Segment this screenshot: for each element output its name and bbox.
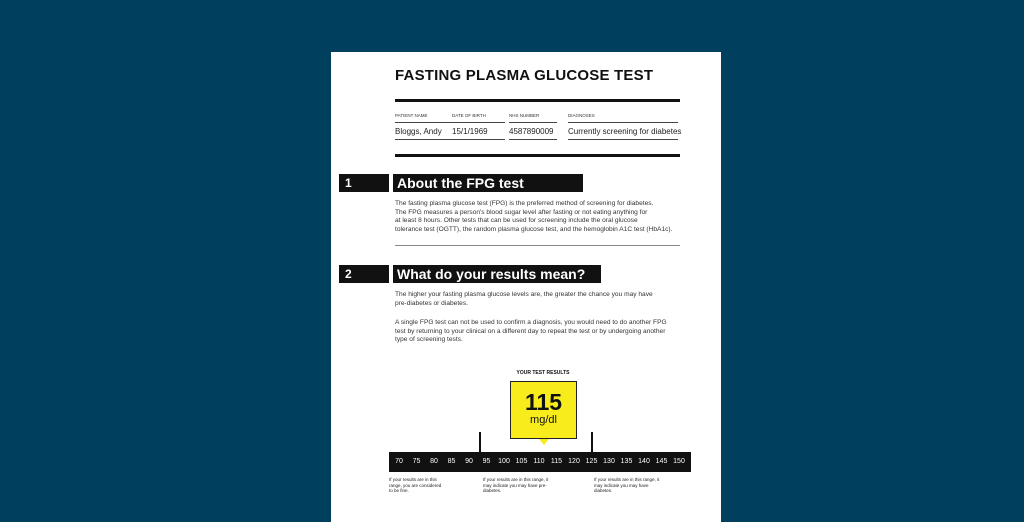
scale-tick-label: 105: [515, 458, 528, 465]
scale-tick-label: 85: [447, 458, 456, 465]
section-divider: [395, 245, 680, 246]
scale-tick-label: 145: [655, 458, 668, 465]
section-number: 1: [339, 174, 389, 192]
glucose-scale: [389, 452, 691, 472]
range-divider: [591, 432, 593, 452]
report-document: [331, 52, 721, 522]
info-divider: [568, 139, 678, 140]
body-line: A single FPG test can not be used to confirm a diagnosis, you would need to do another FPG: [395, 319, 667, 326]
range-note-prediabetes: [483, 477, 559, 494]
note-line: diabetes.: [594, 488, 613, 493]
note-line: If your results are in this: [389, 477, 437, 482]
scale-tick-label: 130: [603, 458, 615, 465]
range-note-diabetes: [594, 477, 670, 494]
section1-body: [395, 200, 695, 234]
section-title: What do your results mean?: [393, 265, 601, 283]
nhs-number-label: NHS NUMBER: [509, 113, 540, 118]
scale-tick-label: 125: [585, 458, 598, 465]
note-line: diabetes.: [483, 488, 502, 493]
scale-tick-label: 110: [533, 458, 545, 465]
info-divider: [395, 139, 505, 140]
body-line: The FPG measures a person's blood sugar level after fasting or not eating anything for: [395, 208, 648, 216]
scale-tick-label: 150: [673, 458, 685, 465]
body-line: type of screening tests.: [395, 336, 463, 344]
section-title: About the FPG test: [393, 174, 583, 192]
scale-tick-label: 70: [395, 458, 403, 465]
range-divider: [479, 432, 481, 452]
scale-tick-label: 75: [412, 458, 421, 465]
result-value: 115: [524, 389, 563, 415]
info-divider: [568, 122, 678, 123]
scale-tick-label: 100: [498, 458, 510, 465]
dob-label: DATE OF BIRTH: [452, 113, 486, 118]
scale-tick-label: 115: [550, 458, 563, 465]
body-line: The fasting plasma glucose test (FPG) is the preferred method of screening for diabetes.: [395, 200, 654, 207]
nhs-number: 4587890009: [509, 127, 554, 136]
note-line: may indicate you may have pre-: [483, 482, 547, 488]
diagnoses: Currently screening for diabetes: [568, 127, 682, 136]
note-line: range, you are considered: [389, 482, 442, 488]
scale-tick-label: 90: [465, 458, 473, 465]
date-of-birth: 15/1/1969: [452, 127, 488, 136]
report-title: FASTING PLASMA GLUCOSE TEST: [395, 67, 654, 84]
body-line: at least 8 hours. Other tests that can be used for screening include the oral glucose: [395, 217, 638, 225]
test-results-label: YOUR TEST RESULTS: [516, 370, 570, 376]
note-line: may indicate you may have: [594, 482, 649, 488]
note-line: If your results are in this range, it: [594, 477, 660, 482]
result-box: [510, 381, 577, 439]
note-line: to be fine.: [389, 488, 409, 493]
section2-paragraph: [395, 291, 695, 308]
header-top-rule: [395, 99, 680, 102]
section2-paragraph: [395, 319, 705, 345]
result-unit: mg/dl: [530, 414, 557, 426]
scale-tick-label: 120: [568, 458, 580, 465]
info-divider: [509, 122, 557, 123]
scale-tick-label: 140: [638, 458, 650, 465]
note-line: If your results are in this range, it: [483, 477, 549, 482]
header-bottom-rule: [395, 154, 680, 157]
patient-name-label: PATIENT NAME: [395, 113, 428, 118]
body-line: tolerance test (OGTT), the random plasma glucose test, and the hemoglobin A1C test (HbA1c).: [395, 225, 673, 233]
info-divider: [509, 139, 557, 140]
patient-name: Bloggs, Andy: [395, 127, 442, 136]
body-line: test by returning to your clinical on a different day to repeat the test or by undergoing another: [395, 327, 666, 335]
result-pointer: [539, 439, 549, 445]
range-note-normal: [389, 477, 453, 494]
section-number: 2: [339, 265, 389, 283]
diagnoses-label: DIAGNOSES: [568, 113, 595, 118]
info-divider: [395, 122, 505, 123]
scale-tick-label: 95: [482, 458, 491, 465]
scale-tick-label: 135: [620, 458, 633, 465]
body-line: The higher your fasting plasma glucose levels are, the greater the chance you may have: [395, 291, 653, 298]
scale-tick-label: 80: [430, 458, 438, 465]
body-line: pre-diabetes or diabetes.: [395, 299, 468, 307]
